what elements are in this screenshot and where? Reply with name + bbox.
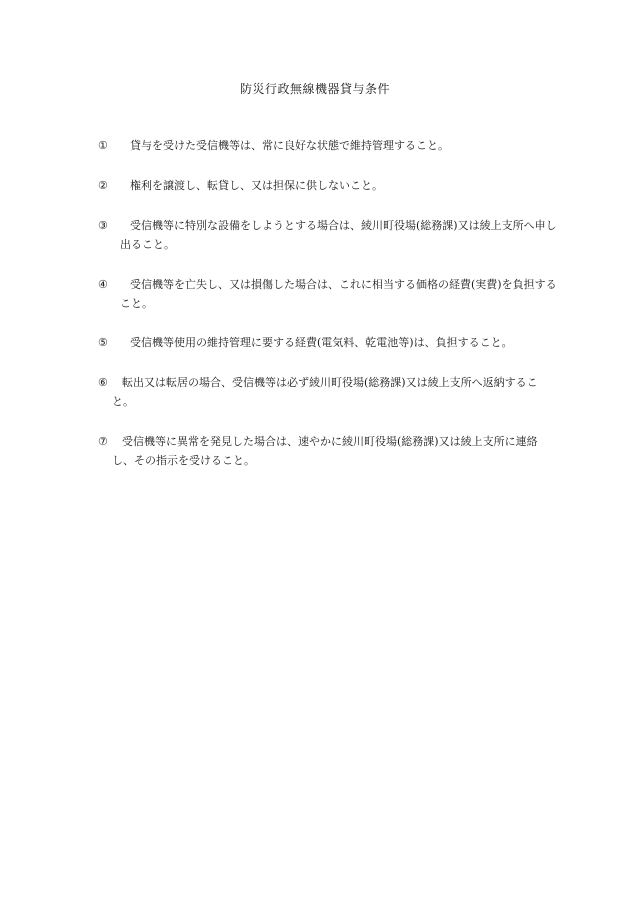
condition-item-2 <box>98 176 558 195</box>
condition-text: 受信機等に特別な設備をしようとする場合は、綾川町役場(総務課)又は綾上支所へ申し出ること。 <box>120 219 557 251</box>
condition-number: ③ <box>98 219 108 232</box>
condition-text: 権利を譲渡し、転貸し、又は担保に供しないこと。 <box>130 179 383 192</box>
condition-number: ④ <box>98 278 108 291</box>
condition-number: ⑦ <box>98 435 108 448</box>
condition-text: 貸与を受けた受信機等は、常に良好な状態で維持管理すること。 <box>130 139 449 152</box>
condition-text: 転出又は転居の場合、受信機等は必ず綾川町役場(総務課)又は綾上支所へ返納すること。 <box>112 376 538 408</box>
condition-item-7 <box>98 432 558 470</box>
condition-item-3 <box>98 216 558 254</box>
condition-number: ② <box>98 179 108 192</box>
condition-item-1 <box>98 136 558 155</box>
document-title: 防災行政無線機器貸与条件 <box>239 82 390 96</box>
condition-item-5 <box>98 333 558 352</box>
condition-text: 受信機等使用の維持管理に要する経費(電気料、乾電池等)は、負担すること。 <box>130 336 513 349</box>
condition-text: 受信機等を亡失し、又は損傷した場合は、これに相当する価格の経費(実費)を負担すること。 <box>120 278 557 310</box>
condition-number: ⑤ <box>98 336 108 349</box>
condition-item-6 <box>98 373 558 411</box>
condition-text: 受信機等に異常を発見した場合は、速やかに綾川町役場(総務課)又は綾上支所に連絡し、その指示を受けること。 <box>112 435 538 467</box>
condition-number: ① <box>98 139 108 152</box>
condition-item-4 <box>98 275 558 313</box>
condition-number: ⑥ <box>98 376 108 389</box>
conditions-list <box>98 136 558 493</box>
